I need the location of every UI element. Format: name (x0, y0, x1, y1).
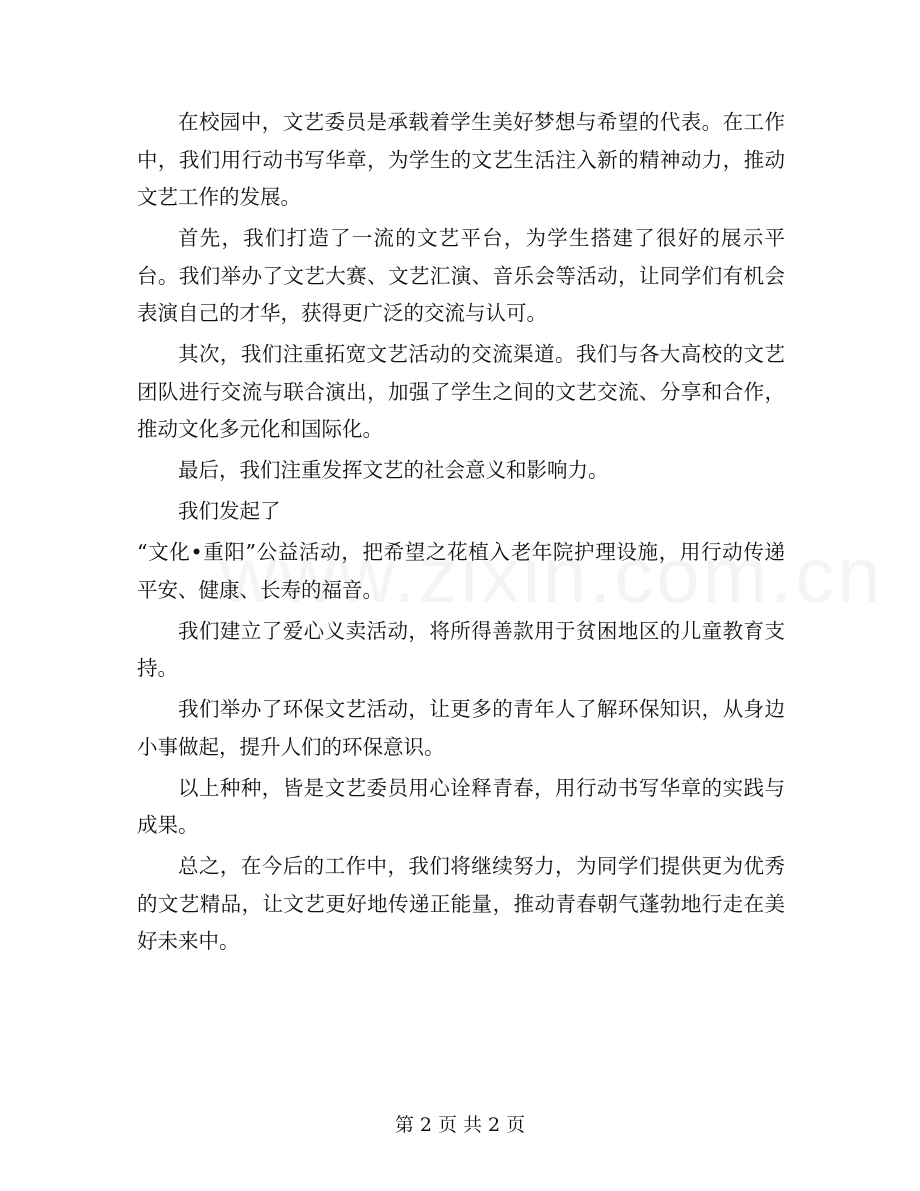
paragraph-7: 我们建立了爱心义卖活动，将所得善款用于贫困地区的儿童教育支持。 (137, 618, 785, 680)
paragraph-10: 总之，在今后的工作中，我们将继续努力，为同学们提供更为优秀的文艺精品，让文艺更好地传递正能量，推动青春朝气蓬勃地行走在美好未来中。 (137, 854, 785, 953)
paragraph-3: 其次，我们注重拓宽文艺活动的交流渠道。我们与各大高校的文艺团队进行交流与联合演出，加强了学生之间的文艺交流、分享和合作，推动文化多元化和国际化。 (137, 342, 785, 441)
paragraph-9: 以上种种，皆是文艺委员用心诠释青春，用行动书写华章的实践与成果。 (137, 775, 785, 837)
paragraph-6: “文化•重阳”公益活动，把希望之花植入老年院护理设施，用行动传递平安、健康、长寿的福音。 (137, 540, 785, 602)
paragraph-4: 最后，我们注重发挥文艺的社会意义和影响力。 (178, 458, 609, 482)
page-footer: 第 2 页 共 2 页 (394, 1114, 526, 1136)
document-body (137, 104, 785, 964)
paragraph-8: 我们举办了环保文艺活动，让更多的青年人了解环保知识，从身边小事做起，提升人们的环保意识。 (137, 697, 785, 759)
paragraph-1: 在校园中，文艺委员是承载着学生美好梦想与希望的代表。在工作中，我们用行动书写华章，为学生的文艺生活注入新的精神动力，推动文艺工作的发展。 (137, 110, 785, 209)
paragraph-2: 首先，我们打造了一流的文艺平台，为学生搭建了很好的展示平台。我们举办了文艺大赛、文艺汇演、音乐会等活动，让同学们有机会表演自己的才华，获得更广泛的交流与认可。 (137, 226, 785, 325)
paragraph-5: 我们发起了 (178, 499, 281, 523)
